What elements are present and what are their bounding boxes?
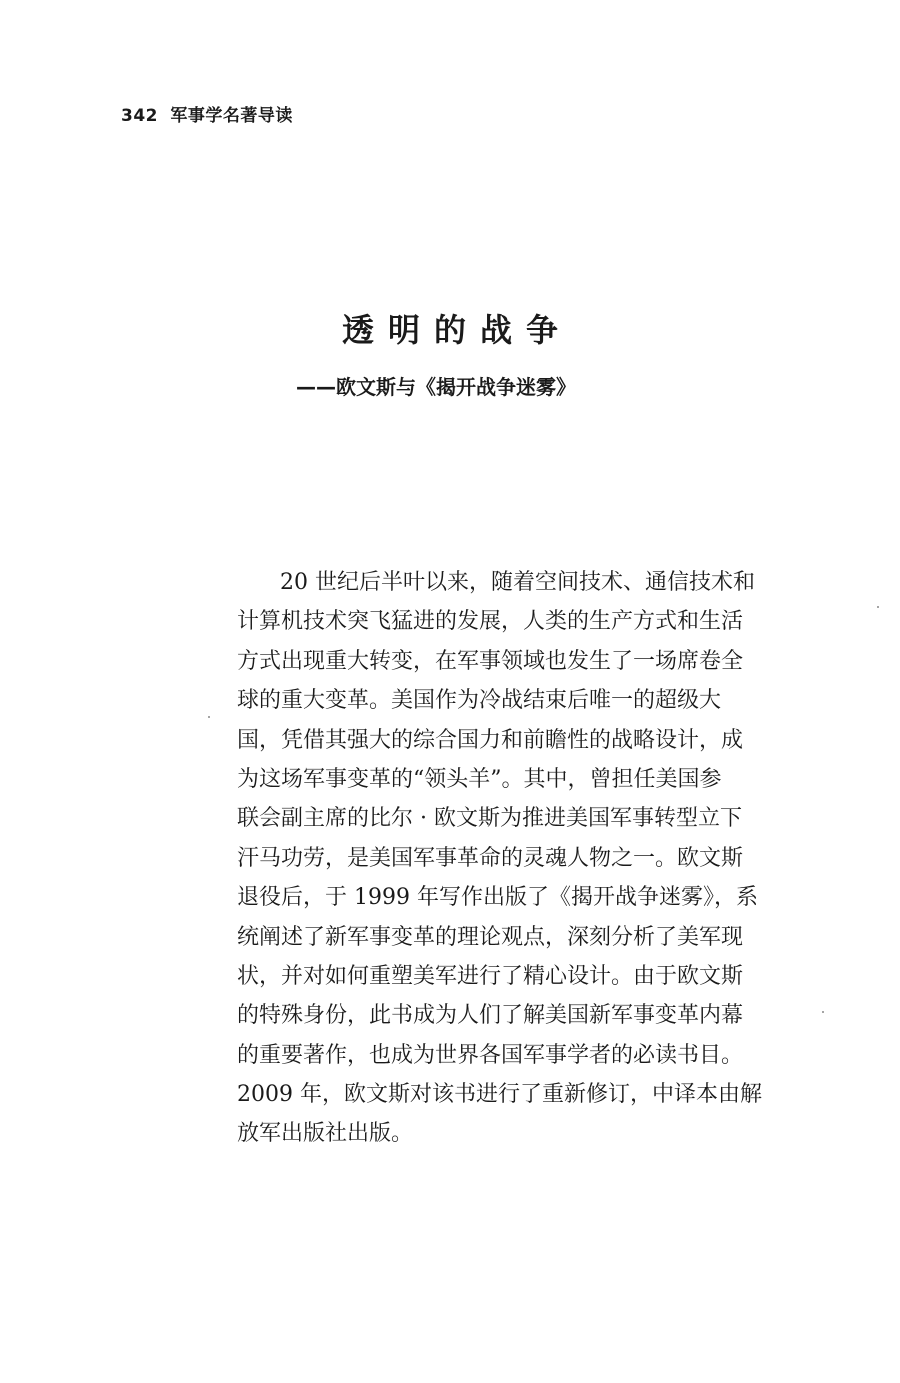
paragraph-line: 球的重大变革。美国作为冷战结束后唯一的超级大 [237, 688, 722, 714]
paragraph-line: 的重要著作，也成为世界各国军事学者的必读书目。 [237, 1042, 744, 1068]
running-head [121, 101, 293, 126]
paragraph-line: 计算机技术突飞猛进的发展，人类的生产方式和生活 [237, 609, 744, 635]
paragraph-line: 的特殊身份，此书成为人们了解美国新军事变革内幕 [237, 1003, 744, 1029]
paragraph-line: 状，并对如何重塑美军进行了精心设计。由于欧文斯 [237, 963, 744, 989]
paragraph-line: 统阐述了新军事变革的理论观点，深刻分析了美军现 [237, 924, 744, 950]
paragraph-line: 国，凭借其强大的综合国力和前瞻性的战略设计，成 [237, 727, 744, 753]
body-paragraph [237, 563, 767, 1154]
paragraph-line: 2009 年，欧文斯对该书进行了重新修订，中译本由解 [237, 1082, 762, 1108]
page-number: 342 [121, 106, 158, 126]
paragraph-line: 为这场军事变革的“领头羊”。其中，曾担任美国参 [237, 766, 722, 792]
paragraph-line: 放军出版社出版。 [237, 1121, 414, 1147]
paragraph-line: 方式出现重大转变，在军事领域也发生了一场席卷全 [237, 648, 744, 674]
paragraph-line: 退役后，于 1999 年写作出版了《揭开战争迷雾》，系 [237, 885, 758, 911]
scan-speck [208, 716, 210, 718]
paragraph-line: 联会副主席的比尔 · 欧文斯为推进美国军事转型立下 [237, 806, 742, 832]
book-title: 军事学名著导读 [170, 106, 293, 126]
paragraph-line: 汗马功劳，是美国军事革命的灵魂人物之一。欧文斯 [237, 845, 744, 871]
article-title: 透明的战争 [341, 311, 572, 349]
article-subtitle: ——欧文斯与《揭开战争迷雾》 [296, 375, 576, 399]
paragraph-line: 20 世纪后半叶以来，随着空间技术、通信技术和 [280, 570, 755, 595]
scan-speck [877, 606, 879, 608]
scan-speck [822, 1011, 824, 1013]
